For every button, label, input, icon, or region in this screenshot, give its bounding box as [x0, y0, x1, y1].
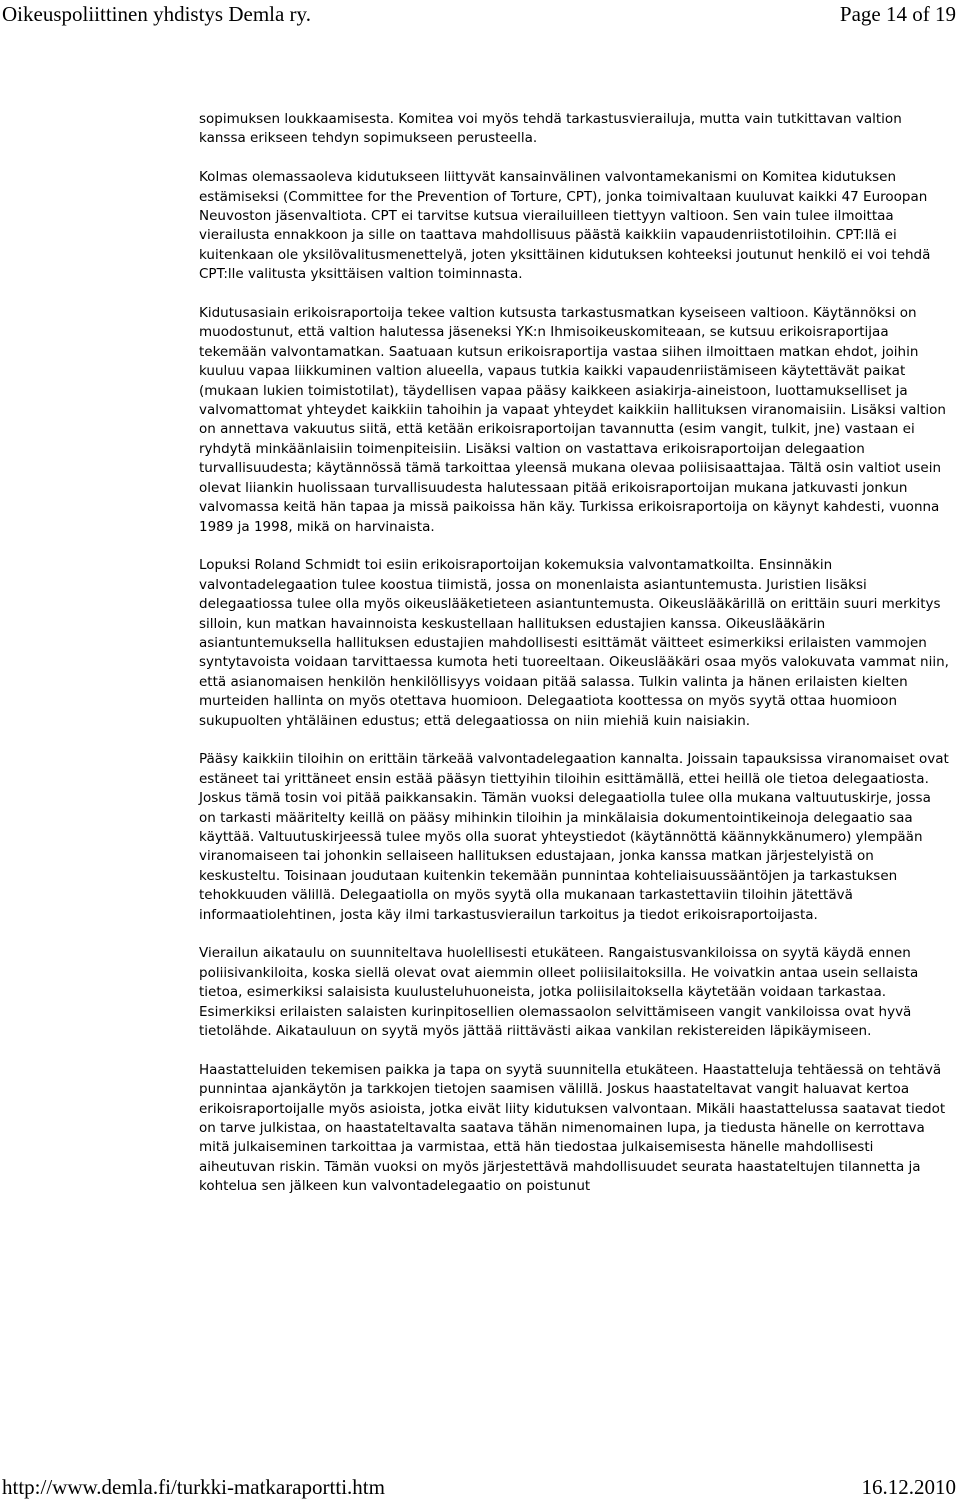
document-body: [199, 110, 951, 1216]
paragraph: Pääsy kaikkiin tiloihin on erittäin tärkeää valvontadelegaation kannalta. Joissain tapauksissa viranomaiset ovat estäneet tai yrittäneet ensin estää pääsyn tiettyihin tiloihin esittämällä, ettei heillä ole tietoa delegaatiosta. Joskus tämä tosin voi pitää paikkansakin. Tämän vuoksi delegaatiolla tulee olla mukana valtuutuskirje, jossa on tarkasti määritelty keillä on pääsy mihinkin tiloihin ja minkälaisia dokumentointikeinoja delegaatio saa käyttää. Valtuutuskirjeessä tulee myös olla suorat yhteystiedot (käytännöttä käännykkänumero) ylempään viranomaiseen tai johonkin sellaiseen hallituksen edustajaan, jonka kanssa matkan järjestelyistä on keskusteltu. Toisinaan joudutaan kuitenkin tekemään punnintaa kohteliaisuussääntöjen ja tarkastuksen tehokkuuden välillä. Delegaatiolla on myös syytä olla mukanaan tarkastettaviin tiloihin jätettävä informaatiolehtinen, josta käy ilmi tarkastusvierailun tarkoitus ja tiedot erikoisraportoijasta.: [199, 751, 949, 923]
document-title: Oikeuspoliittinen yhdistys Demla ry.: [2, 2, 311, 26]
paragraph: Lopuksi Roland Schmidt toi esiin erikoisraportoijan kokemuksia valvontamatkoilta. Ensinnäkin valvontadelegaation tulee koostua tiimistä, jossa on monenlaista asiantuntemusta. Juristien lisäksi delegaatiossa tulee olla myös oikeuslääketieteen asiantuntemusta. Oikeuslääkärillä on erittäin suuri merkitys silloin, kun matkan havainnoista keskustellaan hallituksen edustajien kanssa. Oikeuslääkärin asiantuntemuksella hallituksen edustajien mahdollisesti esittämät väitteet esimerkiksi erilaisten vammojen syntytavoista voidaan tarvittaessa kumota heti tuoreeltaan. Oikeuslääkäri osaa myös valokuvata vammat niin, että asianomaisen henkilön henkilöllisyys voidaan pitää salassa. Tulkin valinta ja hänen erilaisten kielten murteiden hallinta on myös otettava huomioon. Delegaatiota koottessa on myös syytä ottaa huomioon sukupuolten yhtäläinen edustus; että delegaatiossa on niin miehiä kuin naisiakin.: [199, 557, 949, 729]
paragraph: Kolmas olemassaoleva kidutukseen liittyvät kansainvälinen valvontamekanismi on Komitea kidutuksen estämiseksi (Committee for the Prevention of Torture, CPT), jonka toimivaltaan kuuluvat kaikki 47 Euroopan Neuvoston jäsenvaltiota. CPT ei tarvitse kutsua vierailuilleen tiettyyn valtioon. Sen vain tulee ilmoittaa vierailusta ennakkoon ja sille on taattava mahdollisuus päästä kaikkiin vapaudenriistotiloihin. CPT:llä ei kuitenkaan ole yksilövalitusmenettelyä, joten yksittäinen kidutuksen kohteeksi joutunut henkilö ei voi tehdä CPT:lle valitusta yksittäisen valtion toiminnasta.: [199, 169, 931, 283]
page-number: Page 14 of 19: [839, 2, 956, 26]
page-header: [0, 0, 960, 30]
source-url: http://www.demla.fi/turkki-matkaraportti.htm: [2, 1475, 385, 1499]
page-footer: [0, 1474, 960, 1500]
paragraph: Kidutusasiain erikoisraportoija tekee valtion kutsusta tarkastusmatkan kyseiseen valtioon. Käytännöksi on muodostunut, että valtion halutessa jäseneksi YK:n Ihmisoikeuskomiteaan, se kutsuu erikoisraportijaa tekemään valvontamatkan. Saatuaan kutsun erikoisraportija vastaa siihen ilmoittaen matkan ehdot, joihin kuuluu vapaa liikkuminen valtion alueella, vapaus tutkia kaikki vapaudenriistämiseen käytettävät paikat (mukaan lukien toimistotilat), täydellisen vapaa pääsy kaikkeen asiakirja-aineistoon, luottamukselliset ja valvomattomat yhteydet kaikkiin tahoihin ja vapaat yhteydet kaikkiin hallituksen viranomaisiin. Lisäksi valtion on annettava vakuutus siitä, että ketään erikoisraportoijan tavannutta (esim vangit, tulkit, jne) vastaan ei ryhdytä minkäänlaisiin toimenpiteisiin. Lisäksi valtion on vastattava erikoisraportoijan delegaation turvallisuudesta; käytännössä tämä tarkoittaa yleensä mukana olevaa poliisisaattajaa. Tältä osin valtiot usein olevat liiankin huolissaan turvallisuudesta halutessaan pitää erikoisraportoijan mukana jatkuvasti jonkun valvomassa keitä hän tapaa ja missä paikoissa hän käy. Turkissa erikoisraportoija on käynyt kahdesti, vuonna 1989 ja 1998, mikä on harvinaista.: [199, 305, 946, 535]
paragraph: Vierailun aikataulu on suunniteltava huolellisesti etukäteen. Rangaistusvankiloissa on syytä käydä ennen poliisivankiloita, koska siellä olevat ovat aiemmin olleet poliisilaitoksilla. He voivatkin antaa usein sellaista tietoa, esimerkiksi salaisista kuulusteluhuoneista, jotka poliisilaitoksella käytetään voidaan tarkastaa. Esimerkiksi erilaisten salaisten kurinpitosellien olemassaolon selvittämiseen vangit vankiloissa ovat hyvä tietolähde. Aikatauluun on syytä myös jättää riittävästi aikaa vankilan rekistereiden läpikäymiseen.: [199, 945, 919, 1040]
paragraph: Haastatteluiden tekemisen paikka ja tapa on syytä suunnitella etukäteen. Haastatteluja tehtäessä on tehtävä punnintaa ajankäytön ja tarkkojen tietojen saamisen välillä. Joskus haastateltavat vangit haluavat kertoa erikoisraportoijalle myös asioista, jotka eivät liity kidutuksen valvontaan. Mikäli haastattelussa saatavat tiedot on tarve julkistaa, on haastateltavalta saatava tähän nimenomainen lupa, ja tiedusta hänelle on kerrottava mitä julkaiseminen tarkoittaa ja varmistaa, että hän tiedostaa julkaisemisesta hänelle mahdollisesti aiheutuvan riskin. Tämän vuoksi on myös järjestettävä mahdollisuudet seurata haastateltujen tilannetta ja kohtelua sen jälkeen kun valvontadelegaatio on poistunut: [199, 1061, 946, 1195]
paragraph: sopimuksen loukkaamisesta. Komitea voi myös tehdä tarkastusvierailuja, mutta vain tutkittavan valtion kanssa erikseen tehdyn sopimukseen perusteella.: [199, 111, 902, 147]
print-date: 16.12.2010: [861, 1475, 956, 1499]
